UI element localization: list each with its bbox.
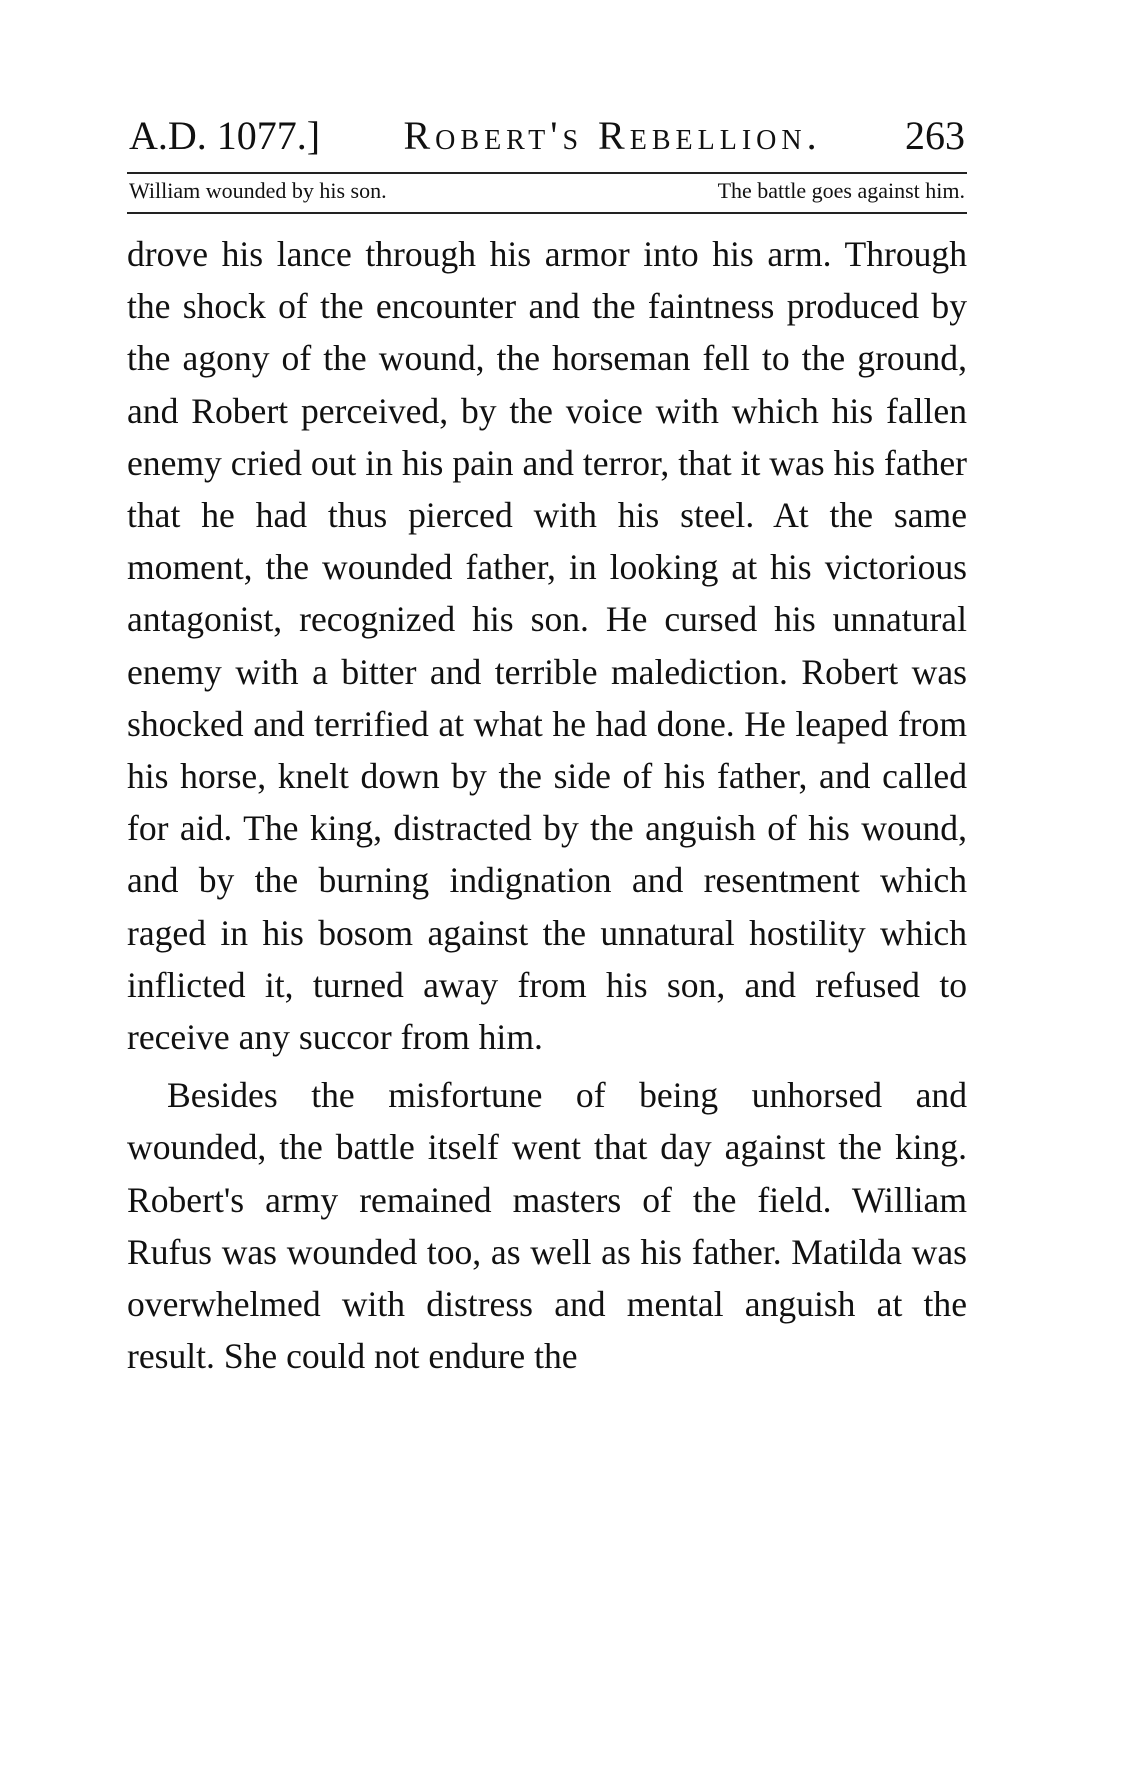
header-date: A.D. 1077.] (129, 113, 321, 158)
body-text (127, 228, 967, 1382)
sidehead-rule (127, 212, 967, 214)
book-page (127, 112, 967, 1382)
paragraph: drove his lance through his armor into his arm. Through the shock of the encounter and the faintness produced by the agony of the wound, the horseman fell to the ground, and Robert perceived, by the voice with which his fallen enemy cried out in his pain and terror, that it was his father that he had thus pierced with his steel. At the same moment, the wounded father, in looking at his victorious antagonist, recognized his son. He cursed his unnatural enemy with a bitter and terrible malediction. Robert was shocked and terrified at what he had done. He leaped from his horse, knelt down by the side of his father, and called for aid. The king, distracted by the anguish of his wound, and by the burning indignation and resentment which raged in his bosom against the unnatural hostility which inflicted it, turned away from his son, and refused to receive any succor from him. (127, 234, 967, 1058)
running-head (127, 112, 967, 168)
paragraph: Besides the misfortune of being unhorsed and wounded, the battle itself went that day against the king. Robert's army remained masters of the field. William Rufus was wounded too, as well as his father. Matilda was overwhelmed with distress and mental anguish at the result. She could not endure the (127, 1075, 967, 1377)
header-title: Robert's Rebellion. (403, 113, 822, 158)
sideheads (127, 174, 967, 208)
sidehead-left: William wounded by his son. (129, 178, 387, 203)
page-number: 263 (905, 113, 965, 158)
sidehead-right: The battle goes against him. (717, 178, 965, 203)
